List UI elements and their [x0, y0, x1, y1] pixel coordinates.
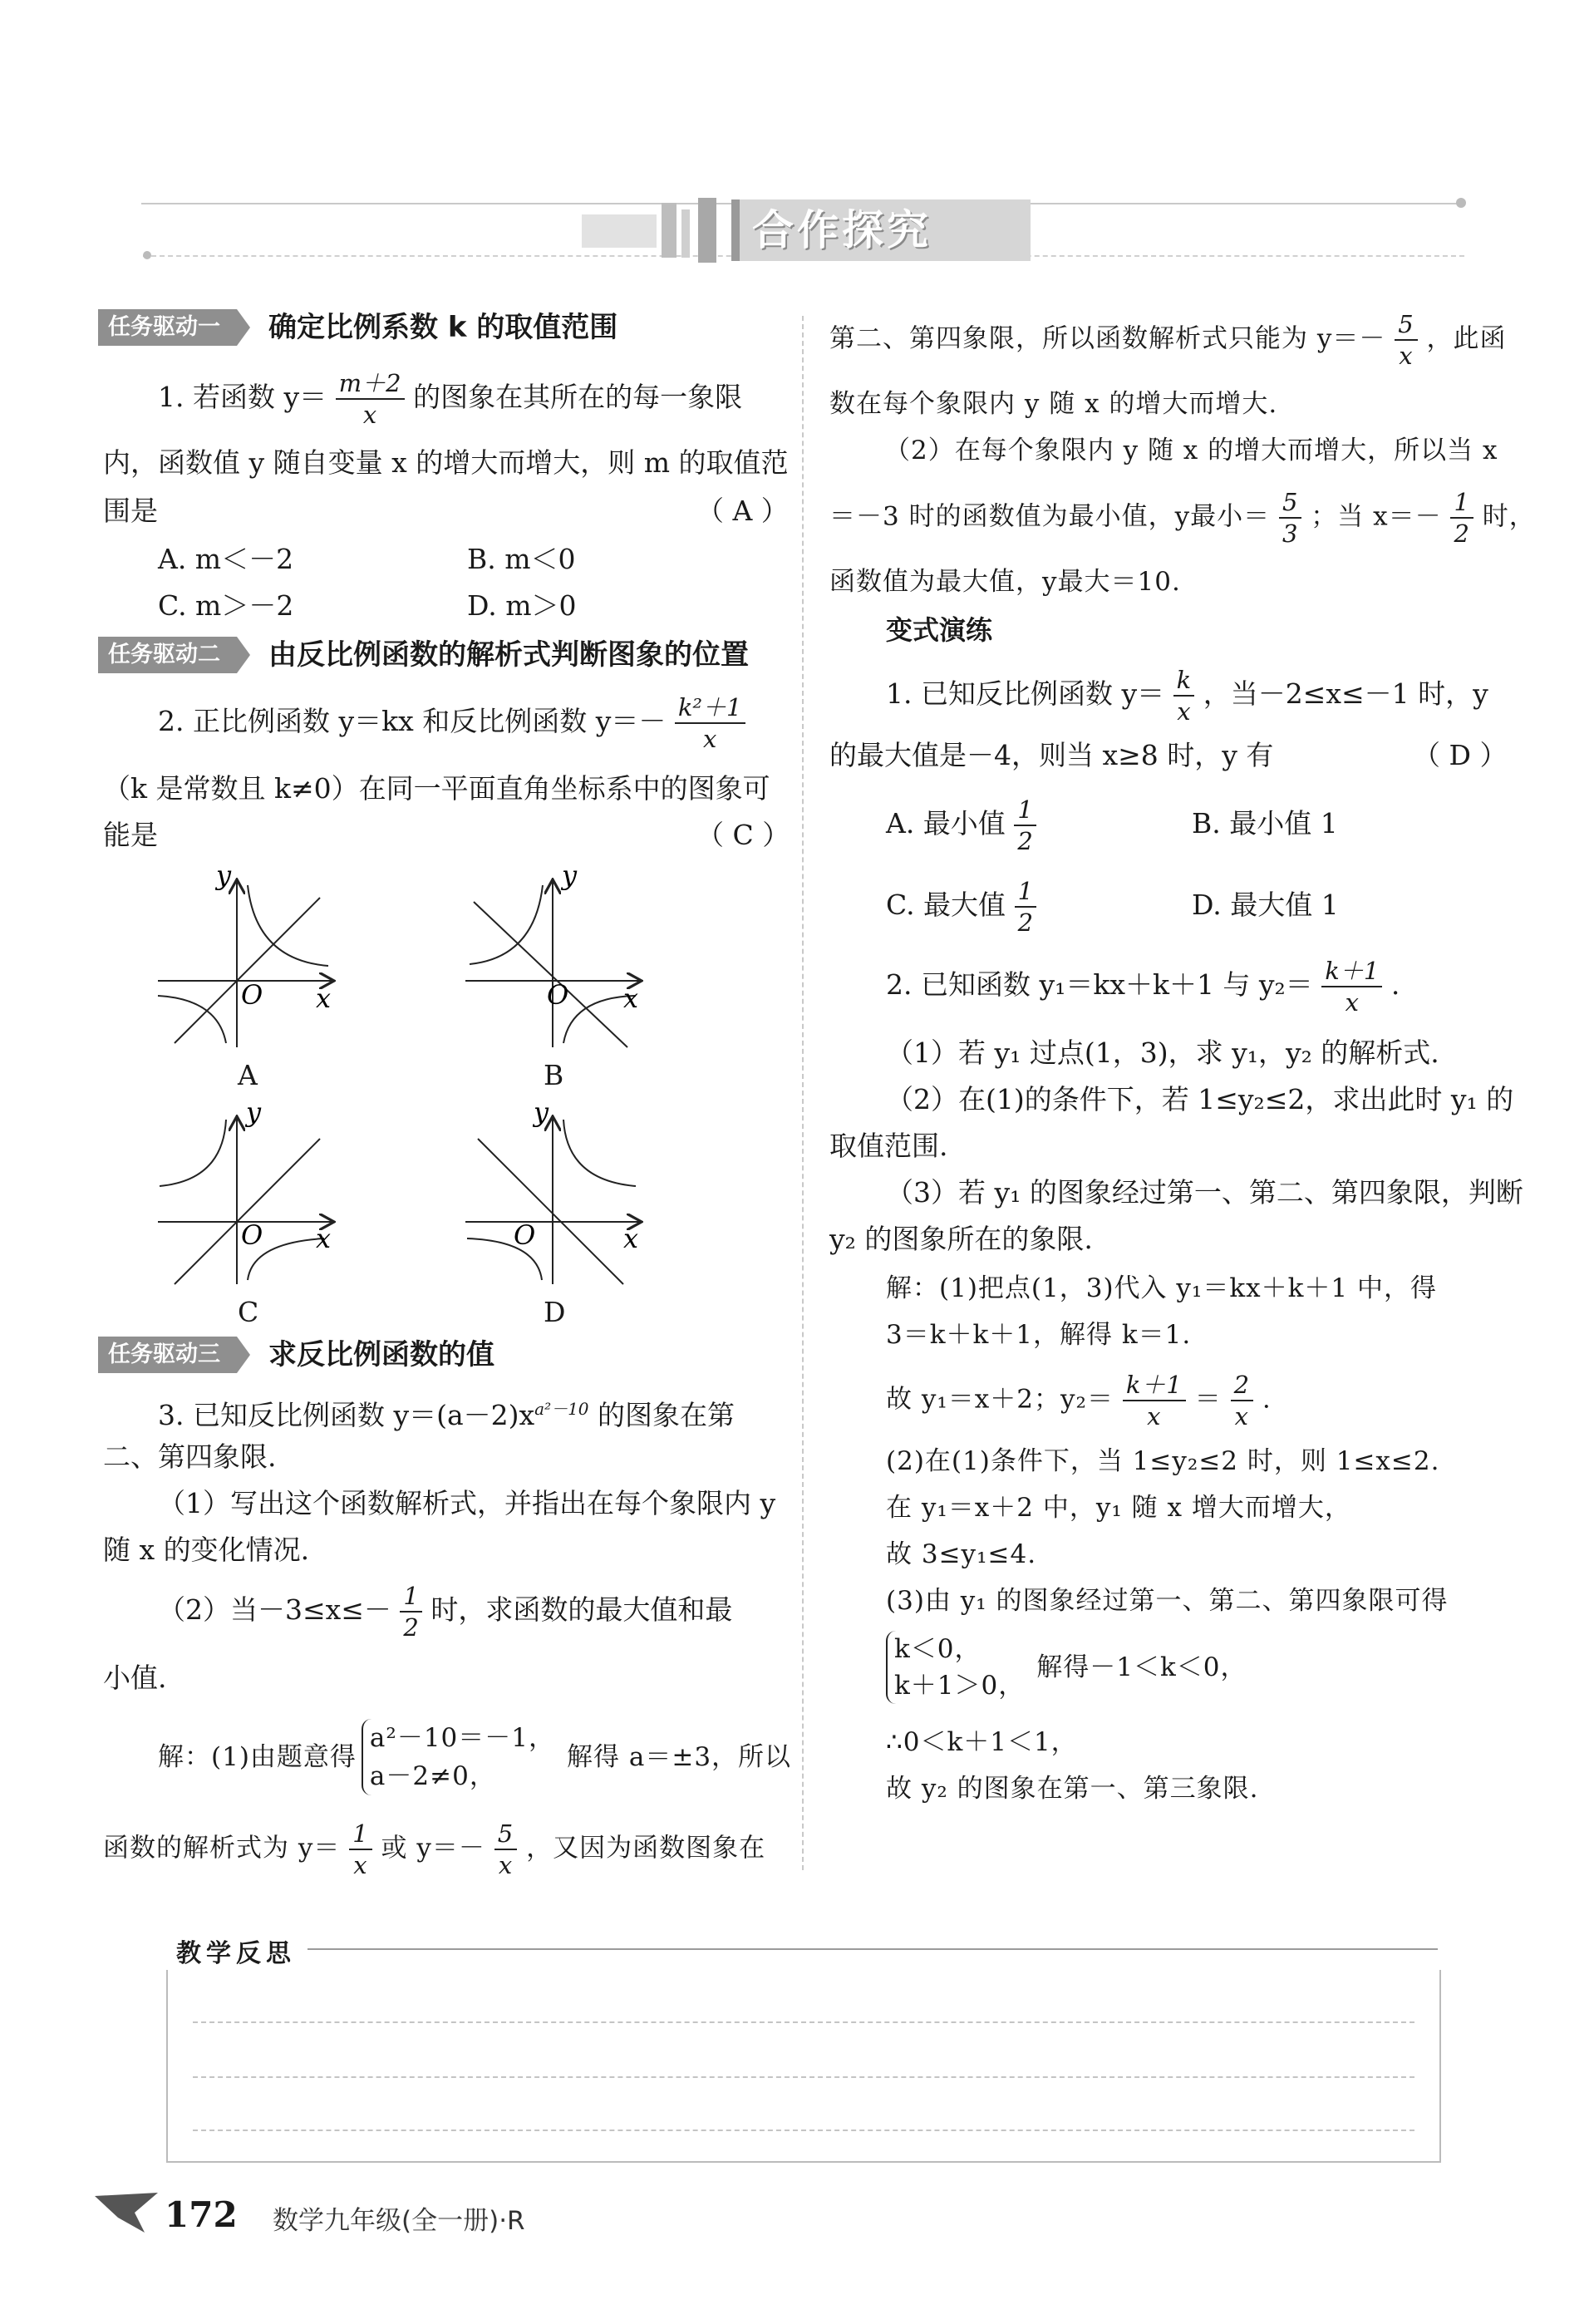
- q2-line3: 能是: [103, 819, 158, 851]
- q3-solution-2: 函数的解析式为 y＝ $\frac{1}{x}$ 或 y＝－ $\frac{5}{x}$ ，又因为函数图象在: [103, 1819, 766, 1879]
- axis-x-label: x: [623, 1223, 639, 1254]
- solution-line5: 在 y₁＝x＋2 中，y₁ 随 x 增大而增大，: [886, 1493, 1351, 1523]
- page-corner-icon: [93, 2189, 160, 2236]
- reflection-line: [193, 2021, 1414, 2023]
- solution-system: k＜0， k＋1＞0，: [886, 1631, 1025, 1704]
- graph-label-d: D: [544, 1296, 566, 1328]
- right-line5: 函数值为最大值，y最大＝10.: [829, 567, 1181, 597]
- graph-d: [457, 1101, 657, 1292]
- graph-a: [150, 864, 349, 1056]
- right-line3: （2）在每个象限内 y 随 x 的增大而增大，所以当 x: [884, 436, 1498, 465]
- fraction: $\frac{5}{3}$: [1279, 487, 1301, 549]
- origin-label: O: [241, 979, 263, 1011]
- fraction: $\frac{1}{2}$: [1014, 795, 1036, 856]
- reflection-top-line: [307, 1948, 1438, 1950]
- q2-line2: （k 是常数且 k≠0）在同一平面直角坐标系中的图象可: [103, 772, 770, 805]
- task-arrow-icon: [237, 637, 250, 673]
- graph-label-a: A: [238, 1059, 258, 1091]
- solution-line1: 解：(1)把点(1，3)代入 y₁＝kx＋k＋1 中，得: [886, 1273, 1437, 1303]
- solution-line4: (2)在(1)条件下，当 1≤y₂≤2 时，则 1≤x≤2.: [886, 1446, 1440, 1476]
- q1-option-d: D. m＞0: [467, 589, 577, 622]
- v2-part3a: （3）若 y₁ 的图象经过第一、第二、第四象限，判断: [886, 1176, 1523, 1209]
- axis-y-label: y: [216, 864, 232, 891]
- v2-line1: 2. 已知函数 y₁＝kx＋k＋1 与 y₂＝ $\frac{k+1}{x}$ .: [886, 957, 1400, 1017]
- task-header-1: [98, 309, 617, 346]
- fraction: $\frac{1}{x}$: [349, 1819, 371, 1880]
- solution-line3: 故 y₁＝x＋2；y₂＝ $\frac{k+1}{x}$ ＝ $\frac{2}{x}$ .: [886, 1371, 1272, 1430]
- solution-line10: 故 y₂ 的图象在第一、第三象限.: [886, 1774, 1259, 1804]
- fraction: $\frac{1}{2}$: [1450, 487, 1473, 549]
- banner-decoration-icon: [582, 198, 723, 263]
- q1-option-a: A. m＜－2: [158, 543, 294, 575]
- task-title: 确定比例系数 k 的取值范围: [268, 311, 618, 344]
- v1-answer: （ D ）: [1413, 739, 1508, 771]
- v2-part2b: 取值范围.: [829, 1130, 948, 1162]
- v2-part3b: y₂ 的图象所在的象限.: [829, 1223, 1093, 1255]
- q3-part2b: 小值.: [103, 1662, 167, 1694]
- banner-dot-icon: [143, 251, 151, 259]
- q2-fraction: $\frac{\text{k²＋1}}{x}$: [675, 692, 745, 754]
- q3-part1a: （1）写出这个函数解析式，并指出在每个象限内 y: [158, 1487, 776, 1519]
- fraction: $\frac{2}{x}$: [1231, 1370, 1253, 1431]
- q2-line1: 2. 正比例函数 y＝kx 和反比例函数 y＝－ $\frac{\text{k²＋1}}{x}$: [158, 692, 745, 754]
- right-line1: 第二、第四象限，所以函数解析式只能为 y＝－ $\frac{5}{x}$ ，此函: [829, 310, 1507, 370]
- q1-option-c: C. m＞－2: [158, 589, 294, 622]
- graph-label-b: B: [544, 1059, 564, 1091]
- axis-y-label: y: [534, 1101, 549, 1128]
- fraction: $\frac{k}{x}$: [1173, 665, 1195, 726]
- fraction: $\frac{5}{x}$: [1395, 309, 1417, 371]
- column-divider: [802, 316, 804, 1870]
- q1-line3: 围是: [103, 495, 158, 527]
- q3-fraction: $\frac{1}{2}$: [400, 1581, 421, 1642]
- task-tag: 任务驱动二: [98, 637, 237, 673]
- axis-x-label: x: [316, 1223, 332, 1254]
- q2-answer: （ C ）: [696, 819, 790, 851]
- v1-option-a: A. 最小值 $\frac{1}{2}$: [886, 795, 1036, 856]
- origin-label: O: [547, 979, 569, 1011]
- variant-title: 变式演练: [886, 614, 993, 646]
- fraction: $\frac{5}{x}$: [494, 1819, 517, 1880]
- v2-part1: （1）若 y₁ 过点(1，3)，求 y₁，y₂ 的解析式.: [886, 1036, 1439, 1069]
- reflection-line: [193, 2076, 1414, 2078]
- task-arrow-icon: [237, 309, 250, 346]
- graph-c: [150, 1101, 349, 1292]
- task-title: 由反比例函数的解析式判断图象的位置: [268, 638, 749, 672]
- q3-part1b: 随 x 的变化情况.: [103, 1534, 310, 1566]
- graph-b: [457, 864, 657, 1056]
- reflection-title: 教学反思: [176, 1939, 296, 1968]
- task-header-2: [98, 637, 749, 673]
- q3-part2: （2）当－3≤x≤－ $\frac{1}{2}$ 时，求函数的最大值和最: [158, 1582, 733, 1642]
- v1-option-b: B. 最小值 1: [1192, 807, 1338, 839]
- origin-label: O: [514, 1219, 536, 1251]
- q3-solution-1: 解：(1)由题意得 a²－10＝－1， a－2≠0， 解得 a＝±3，所以: [158, 1719, 791, 1795]
- v2-part2a: （2）在(1)的条件下，若 1≤y₂≤2，求出此时 y₁ 的: [886, 1083, 1514, 1115]
- solution-line7: (3)由 y₁ 的图象经过第一、第二、第四象限可得: [886, 1586, 1449, 1616]
- v1-line2: 的最大值是－4，则当 x≥8 时，y 有: [829, 739, 1274, 771]
- axis-x-label: x: [316, 982, 332, 1014]
- graph-label-c: C: [238, 1296, 259, 1328]
- axis-y-label: y: [246, 1101, 262, 1128]
- q1-option-b: B. m＜0: [467, 543, 576, 575]
- task-tag: 任务驱动一: [98, 309, 237, 346]
- fraction: $\frac{1}{2}$: [1015, 876, 1036, 938]
- v1-line1: 1. 已知反比例函数 y＝ $\frac{k}{x}$ ，当－2≤x≤－1 时，y: [886, 666, 1488, 726]
- task-title: 求反比例函数的值: [268, 1338, 494, 1371]
- solution-line9: ∴0＜k＋1＜1，: [886, 1727, 1078, 1757]
- reflection-line: [193, 2130, 1414, 2131]
- task-tag: 任务驱动三: [98, 1337, 237, 1373]
- v1-option-c: C. 最大值 $\frac{1}{2}$: [886, 876, 1036, 938]
- solution-line8: k＜0， k＋1＞0， 解得－1＜k＜0，: [886, 1631, 1247, 1704]
- right-line4: ＝－3 时的函数值为最小值，y最小＝ $\frac{5}{3}$ ；当 x＝－ $\frac{1}{2}$ 时，: [829, 488, 1536, 548]
- q3-line2: 二、第四象限.: [103, 1440, 277, 1473]
- task-header-3: [98, 1337, 494, 1373]
- q3-line1: 3. 已知反比例函数 $y=(a-2)x^{a^2-10}$ 的图象在第: [158, 1399, 736, 1431]
- axis-x-label: x: [623, 982, 639, 1014]
- v1-option-d: D. 最大值 1: [1192, 889, 1339, 921]
- page-number: 172: [165, 2194, 238, 2235]
- solution-line6: 故 3≤y₁≤4.: [886, 1539, 1037, 1569]
- section-title: 合作探究: [752, 206, 932, 254]
- axis-y-label: y: [562, 864, 578, 891]
- q1-fraction: $\frac{m+2}{x}$: [336, 368, 405, 430]
- banner-dot-icon: [1456, 198, 1466, 208]
- fraction: $\frac{k+1}{x}$: [1123, 1370, 1186, 1431]
- right-line2: 数在每个象限内 y 随 x 的增大而增大.: [829, 389, 1278, 419]
- fraction: $\frac{k+1}{x}$: [1321, 956, 1382, 1017]
- q1-line1: 1. 若函数 y＝ $\frac{m+2}{x}$ 的图象在其所在的每一象限: [158, 369, 743, 429]
- origin-label: O: [241, 1219, 263, 1251]
- task-arrow-icon: [237, 1337, 250, 1373]
- q3-system: a²－10＝－1， a－2≠0，: [362, 1719, 555, 1795]
- book-title: 数学九年级(全一册)·R: [273, 2206, 525, 2236]
- solution-line2: 3＝k＋k＋1，解得 k＝1.: [886, 1320, 1192, 1350]
- reflection-box: [166, 1970, 1441, 2163]
- q1-answer: （ A ）: [696, 495, 789, 527]
- q1-line2: 内，函数值 y 随自变量 x 的增大而增大，则 m 的取值范: [103, 446, 789, 479]
